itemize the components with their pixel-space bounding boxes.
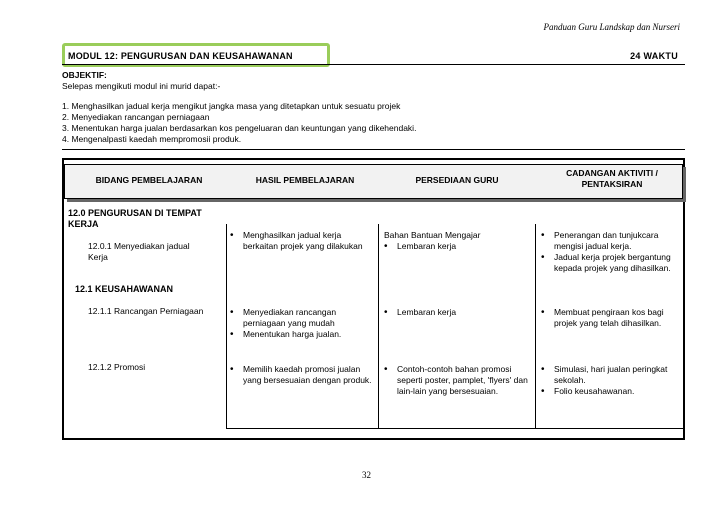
table-row-divider [226,428,683,429]
header-divider [62,64,685,65]
module-title: MODUL 12: PENGURUSAN DAN KEUSAHAWANAN [68,51,293,61]
prep-item: • Lembaran kerja [384,241,532,252]
objectives-intro: Selepas mengikuti modul ini murid dapat:- [62,81,221,91]
learning-outcomes [230,307,375,340]
learning-area: 12.1.1 Rancangan Perniagaan [88,306,204,316]
prep-item: • Lembaran kerja [384,307,532,318]
teacher-preparation [384,307,532,318]
objective-item: 2. Menyediakan rancangan perniagaan [62,112,210,122]
outcome-item: • Menentukan harga jualan. [230,329,375,340]
header-col-activities: CADANGAN AKTIVITI / PENTAKSIRAN [566,168,658,189]
outcome-item: • Menyediakan rancangan perniagaan yang mudah [230,307,375,329]
activity-item: • Membuat pengiraan kos bagi projek yang telah dihasilkan. [541,307,683,329]
activities [541,307,683,329]
prep-label: Bahan Bantuan Mengajar [384,230,481,240]
activities [541,364,683,397]
activities [541,230,683,274]
learning-outcomes [230,230,375,252]
column-divider [226,224,227,428]
page-number: 32 [362,470,371,480]
objectives-block [62,70,220,92]
header-col-area: BIDANG PEMBELAJARAN [95,175,203,185]
module-duration: 24 WAKTU [630,51,678,61]
objectives-heading: OBJEKTIF: [62,70,107,80]
outcome-item: • Menghasilkan jadual kerja berkaitan projek yang dilakukan [230,230,375,252]
guide-title: Panduan Guru Landskap dan Nurseri [543,22,680,32]
section-heading: 12.0 PENGURUSAN DI TEMPAT KERJA [68,208,202,229]
section-heading: 12.1 KEUSAHAWANAN [75,284,174,294]
column-divider [535,224,536,428]
header-col-preparation: PERSEDIAAN GURU [415,175,499,185]
prep-item: • Contoh-contoh bahan promosi seperti poster, pamplet, 'flyers' dan lain-lain yang bersesuaian. [384,364,532,397]
activity-item: • Penerangan dan tunjukcara mengisi jadual kerja. [541,230,683,252]
header-col-outcomes: HASIL PEMBELAJARAN [255,175,355,185]
learning-area: 12.0.1 Menyediakan jadual Kerja [88,241,190,262]
learning-table [62,158,685,440]
activity-item: • Folio keusahawanan. [541,386,683,397]
activity-item: • Simulasi, hari jualan peringkat sekolah. [541,364,683,386]
learning-outcomes [230,364,375,386]
objectives-list [62,101,416,145]
objective-item: 1. Menghasilkan jadual kerja mengikut jangka masa yang ditetapkan untuk sesuatu projek [62,101,401,111]
column-divider [378,224,379,428]
teacher-preparation [384,230,532,252]
objective-item: 4. Mengenalpasti kaedah mempromosii produk. [62,134,242,144]
activity-item: • Jadual kerja projek bergantung kepada projek yang dihasilkan. [541,252,683,274]
objectives-divider [62,149,685,150]
teacher-preparation [384,364,532,397]
objective-item: 3. Menentukan harga jualan berdasarkan kos pengeluaran dan keuntungan yang dikehendaki. [62,123,417,133]
learning-area: 12.1.2 Promosi [88,362,146,372]
outcome-item: • Memilih kaedah promosi jualan yang bersesuaian dengan produk. [230,364,375,386]
